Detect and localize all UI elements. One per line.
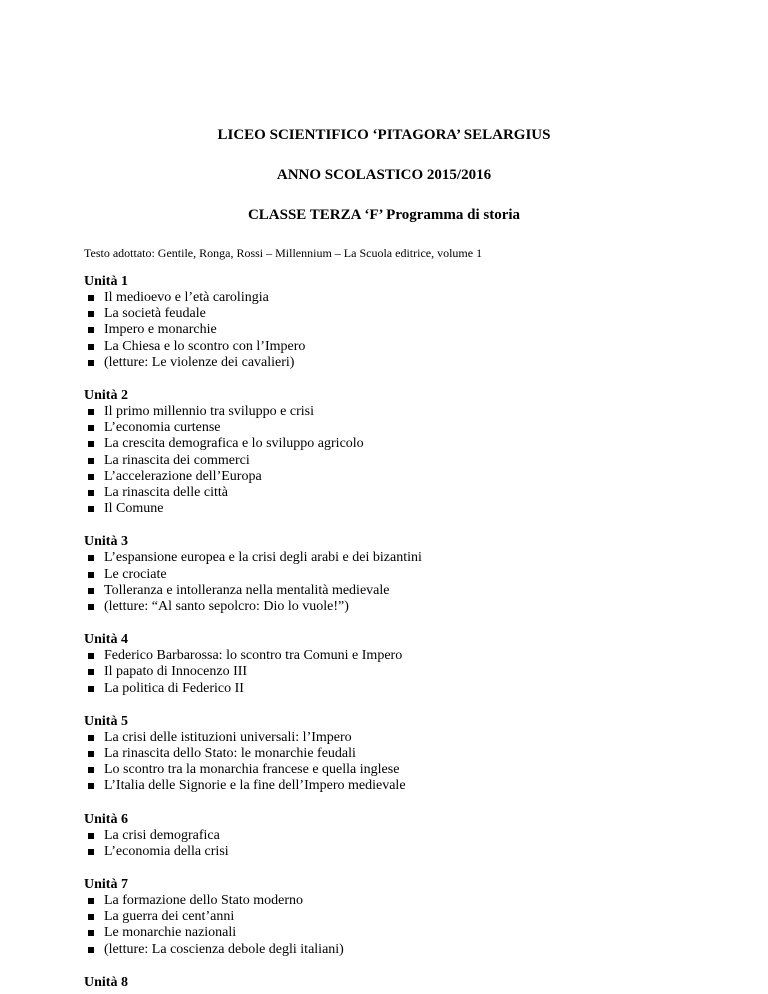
unit-topic-list bbox=[84, 290, 704, 371]
square-bullet-icon bbox=[88, 360, 94, 366]
square-bullet-icon bbox=[88, 311, 94, 317]
list-item bbox=[84, 550, 704, 566]
square-bullet-icon bbox=[88, 490, 94, 496]
list-item bbox=[84, 925, 704, 941]
unit-section bbox=[84, 631, 704, 697]
topic-text: La rinascita delle città bbox=[104, 485, 228, 501]
list-item bbox=[84, 730, 704, 746]
unit-title: Unità 2 bbox=[84, 388, 128, 404]
list-item bbox=[84, 436, 704, 452]
square-bullet-icon bbox=[88, 425, 94, 431]
topic-text: La Chiesa e lo scontro con l’Impero bbox=[104, 338, 306, 354]
unit-topic-list bbox=[84, 404, 704, 517]
topic-text: Lo scontro tra la monarchia francese e quella inglese bbox=[104, 762, 400, 778]
unit-title: Unità 8 bbox=[84, 974, 128, 990]
square-bullet-icon bbox=[88, 686, 94, 692]
square-bullet-icon bbox=[88, 295, 94, 301]
list-item bbox=[84, 746, 704, 762]
unit-title: Unità 5 bbox=[84, 713, 128, 729]
square-bullet-icon bbox=[88, 783, 94, 789]
unit-topic-list bbox=[84, 828, 704, 860]
list-item bbox=[84, 567, 704, 583]
list-item bbox=[84, 339, 704, 355]
square-bullet-icon bbox=[88, 767, 94, 773]
unit-title: Unità 7 bbox=[84, 877, 128, 893]
square-bullet-icon bbox=[88, 474, 94, 480]
topic-text: Il primo millennio tra sviluppo e crisi bbox=[104, 404, 314, 420]
topic-text: Il Comune bbox=[104, 501, 164, 517]
list-item bbox=[84, 290, 704, 306]
unit-title: Unità 4 bbox=[84, 632, 128, 648]
square-bullet-icon bbox=[88, 914, 94, 920]
list-item bbox=[84, 404, 704, 420]
square-bullet-icon bbox=[88, 849, 94, 855]
list-item bbox=[84, 420, 704, 436]
square-bullet-icon bbox=[88, 441, 94, 447]
list-item bbox=[84, 469, 704, 485]
topic-text: L’economia curtense bbox=[104, 420, 221, 436]
topic-text: La guerra dei cent’anni bbox=[104, 909, 235, 925]
topic-text: (letture: “Al santo sepolcro: Dio lo vuole!”) bbox=[104, 599, 349, 615]
class-program-title: CLASSE TERZA ‘F’ Programma di storia bbox=[247, 207, 521, 223]
square-bullet-icon bbox=[88, 458, 94, 464]
square-bullet-icon bbox=[88, 735, 94, 741]
school-year: ANNO SCOLASTICO 2015/2016 bbox=[276, 167, 492, 183]
list-item bbox=[84, 599, 704, 615]
topic-text: La società feudale bbox=[104, 306, 206, 322]
topic-text: L’Italia delle Signorie e la fine dell’Impero medievale bbox=[104, 778, 406, 794]
square-bullet-icon bbox=[88, 669, 94, 675]
unit-title: Unità 3 bbox=[84, 534, 128, 550]
list-item bbox=[84, 355, 704, 371]
square-bullet-icon bbox=[88, 588, 94, 594]
unit-section bbox=[84, 387, 704, 517]
list-item bbox=[84, 762, 704, 778]
topic-text: La crescita demografica e lo sviluppo agricolo bbox=[104, 436, 364, 452]
list-item bbox=[84, 778, 704, 794]
unit-topic-list bbox=[84, 893, 704, 958]
square-bullet-icon bbox=[88, 604, 94, 610]
square-bullet-icon bbox=[88, 751, 94, 757]
unit-section bbox=[84, 876, 704, 958]
square-bullet-icon bbox=[88, 930, 94, 936]
topic-text: La politica di Federico II bbox=[104, 680, 244, 696]
square-bullet-icon bbox=[88, 833, 94, 839]
unit-title: Unità 1 bbox=[84, 274, 128, 289]
unit-section bbox=[84, 811, 704, 860]
topic-text: Federico Barbarossa: lo scontro tra Comuni e Impero bbox=[104, 648, 403, 664]
square-bullet-icon bbox=[88, 898, 94, 904]
square-bullet-icon bbox=[88, 947, 94, 953]
topic-text: L’accelerazione dell’Europa bbox=[104, 468, 262, 484]
topic-text: Il medioevo e l’età carolingia bbox=[104, 290, 269, 305]
square-bullet-icon bbox=[88, 409, 94, 415]
square-bullet-icon bbox=[88, 555, 94, 561]
list-item bbox=[84, 844, 704, 860]
topic-text: L’espansione europea e la crisi degli arabi e dei bizantini bbox=[104, 550, 422, 566]
square-bullet-icon bbox=[88, 506, 94, 512]
topic-text: (letture: Le violenze dei cavalieri) bbox=[104, 354, 295, 370]
topic-text: Il papato di Innocenzo III bbox=[104, 664, 248, 680]
topic-text: Impero e monarchie bbox=[104, 322, 217, 338]
adopted-textbook: Testo adottato: Gentile, Ronga, Rossi – Millennium – La Scuola editrice, volume 1 bbox=[84, 246, 483, 260]
topic-text: La rinascita dello Stato: le monarchie feudali bbox=[104, 746, 356, 762]
unit-section bbox=[84, 974, 704, 991]
topic-text: L’economia della crisi bbox=[104, 843, 229, 859]
topic-text: La crisi delle istituzioni universali: l’Impero bbox=[104, 729, 352, 745]
square-bullet-icon bbox=[88, 344, 94, 350]
topic-text: La crisi demografica bbox=[104, 827, 220, 843]
list-item bbox=[84, 322, 704, 338]
unit-title: Unità 6 bbox=[84, 811, 128, 827]
topic-text: Le crociate bbox=[104, 566, 167, 582]
unit-topic-list bbox=[84, 550, 704, 615]
list-item bbox=[84, 306, 704, 322]
list-item bbox=[84, 909, 704, 925]
square-bullet-icon bbox=[88, 653, 94, 659]
unit-section bbox=[84, 273, 704, 371]
units-list bbox=[84, 273, 704, 991]
list-item bbox=[84, 501, 704, 517]
topic-text: La formazione dello Stato moderno bbox=[104, 893, 304, 909]
topic-text: Le monarchie nazionali bbox=[104, 925, 237, 941]
unit-topic-list bbox=[84, 730, 704, 795]
unit-section bbox=[84, 533, 704, 615]
school-title: LICEO SCIENTIFICO ‘PITAGORA’ SELARGIUS bbox=[217, 127, 551, 143]
topic-text: Tolleranza e intolleranza nella mentalità medievale bbox=[104, 582, 390, 598]
list-item bbox=[84, 828, 704, 844]
square-bullet-icon bbox=[88, 327, 94, 333]
list-item bbox=[84, 485, 704, 501]
list-item bbox=[84, 453, 704, 469]
square-bullet-icon bbox=[88, 572, 94, 578]
list-item bbox=[84, 942, 704, 958]
topic-text: (letture: La coscienza debole degli italiani) bbox=[104, 941, 344, 957]
list-item bbox=[84, 648, 704, 664]
unit-section bbox=[84, 713, 704, 795]
list-item bbox=[84, 583, 704, 599]
topic-text: La rinascita dei commerci bbox=[104, 452, 250, 468]
list-item bbox=[84, 681, 704, 697]
unit-topic-list bbox=[84, 648, 704, 697]
list-item bbox=[84, 893, 704, 909]
list-item bbox=[84, 664, 704, 680]
